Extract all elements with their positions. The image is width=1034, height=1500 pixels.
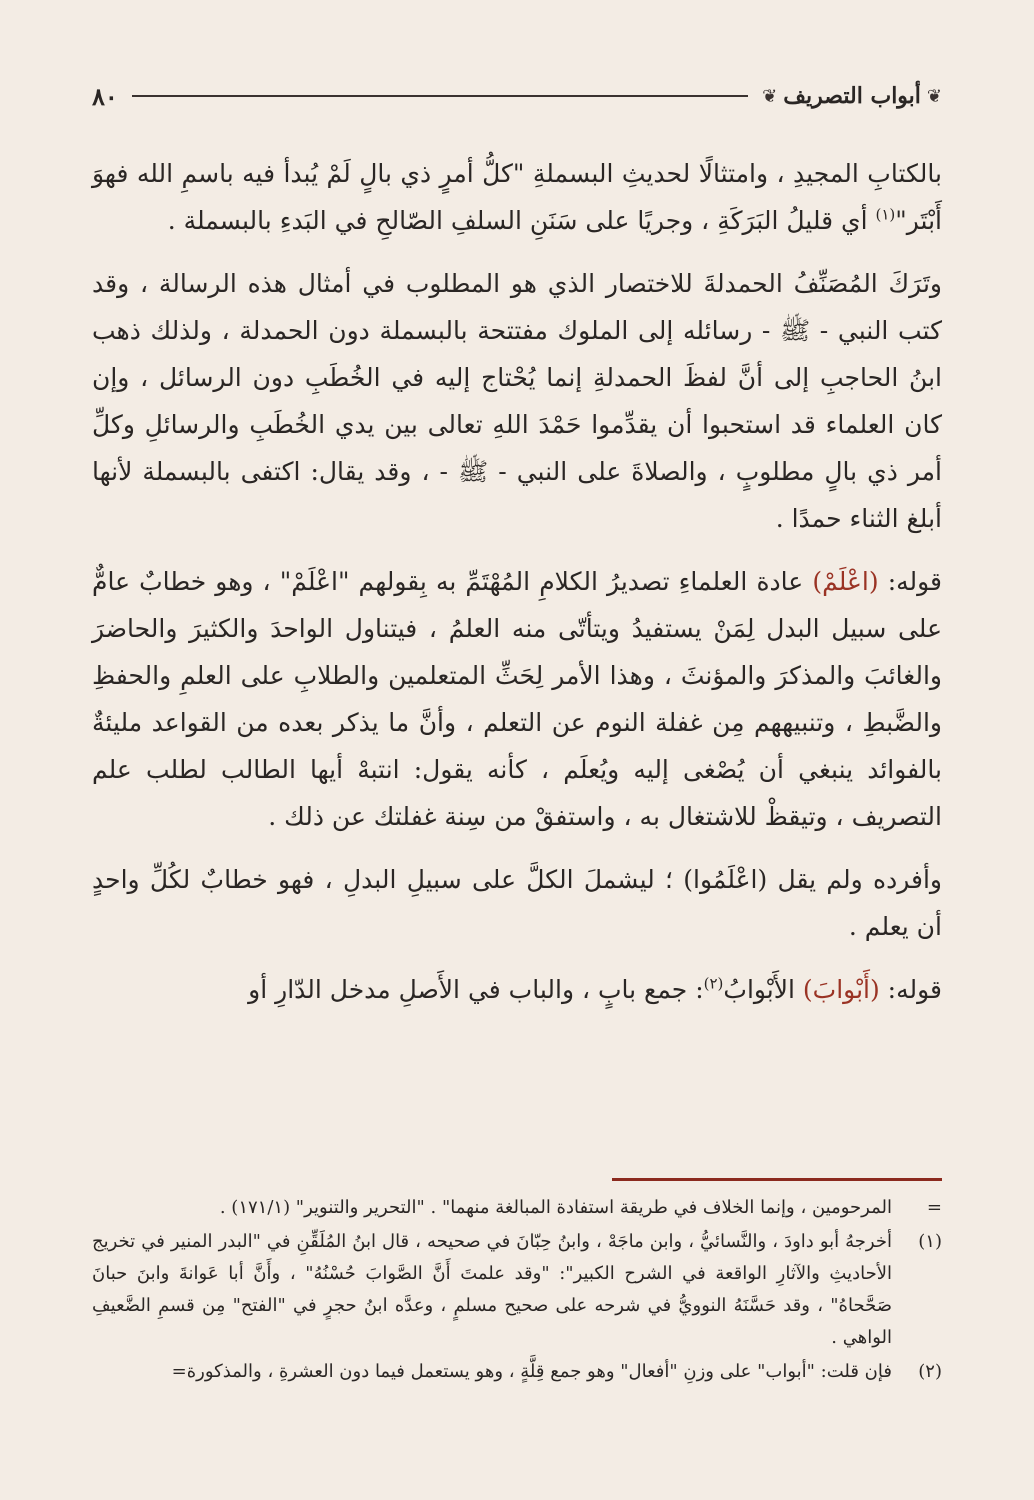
footnote-ref-1[interactable]: (١) [875,205,896,224]
running-head [92,78,942,114]
paragraph-3-text: عادة العلماءِ تصديرُ الكلامِ المُهْتَمِّ به بِقولهم "اعْلَمْ" ، وهو خطابٌ عامٌّ على سبيل البدل لِمَنْ يستفيدُ ويتأتّى منه العلمُ ، فيتناول الواحدَ والكثيرَ والحاضرَ والغائبَ والمذكرَ والمؤنثَ ، وهذا الأمر لِحَثِّ المتعلمين والطلابِ على العلمِ والحفظِ والضَّبطِ ، وتنبيههم مِن غفلة النوم عن التعلم ، وأنَّ ما يذكر بعده من القواعد مليئةٌ بالفوائد ينبغي أن يُصْغى إليه ويُعلَم ، كأنه يقول: انتبهْ أيها الطالب لطلب علم التصريف ، وتيقظْ للاشتغال به ، واستفقْ من سِنة غفلتك عن ذلك . [92,567,942,831]
running-title-group [762,83,942,109]
footnote-text: فإن قلت: "أبواب" على وزنِ "أفعال" وهو جمع قِلَّةٍ ، وهو يستعمل فيما دون العشرةِ ، والمذكورة= [171,1361,892,1382]
paragraph-5-lead: قوله: [879,975,942,1004]
footnotes [92,1192,942,1390]
page-number: ٨٠ [92,81,118,111]
footnote-number: (٢) [918,1361,942,1382]
keyword-iʿlam: (اعْلَمْ) [812,567,879,596]
paragraph-3 [92,558,942,840]
paragraph-5 [92,966,942,1013]
footnote-continued [92,1192,942,1224]
footnote-1 [92,1226,942,1354]
paragraph-1-text-b: أي قليلُ البَرَكَةِ ، وجريًا على سَنَنِ السلفِ الصّالحِ في البَدءِ بالبسملة . [167,206,876,235]
footnote-text: المرحومين ، وإنما الخلاف في طريقة استفادة المبالغة منهما" . "التحرير والتنوير" (١٧١/١) . [219,1197,892,1218]
paragraph-4: وأفرده ولم يقل (اعْلَمُوا) ؛ ليشملَ الكلَّ على سبيلِ البدلِ ، فهو خطابٌ لكُلِّ واحدٍ أن يعلم . [92,865,942,941]
keyword-abwab: (أَبْوابَ) [802,975,880,1004]
footnote-ref-2[interactable]: (٢) [703,974,724,993]
ornament-right-icon: ❦ [926,85,942,107]
paragraph-2: وتَرَكَ المُصَنِّفُ الحمدلةَ للاختصار الذي هو المطلوب في أمثال هذه الرسالة ، وقد كتب النبي - ﷺ - رسائله إلى الملوك مفتتحة بالبسملة دون الحمدلة ، ولذلك ذهب ابنُ الحاجبِ إلى أنَّ لفظَ الحمدلةِ إنما يُحْتاج إليه في الخُطَبِ دون الرسائل ، وإن كان العلماء قد استحبوا أن يقدِّموا حَمْدَ اللهِ تعالى بين يدي الخُطَبِ والرسائلِ وكلِّ أمر ذي بالٍ مطلوبٍ ، والصلاةَ على النبي - ﷺ - ، وقد يقال: اكتفى بالبسملة لأنها أبلغ الثناء حمدًا . [92,269,942,533]
main-text [92,150,942,1029]
paragraph-5-text: : جمع بابٍ ، والباب في الأَصلِ مدخل الدّارِ أو [248,975,704,1004]
footnote-number: (١) [918,1231,942,1252]
running-title: أبواب التصريف [783,83,921,109]
paragraph-5-mid: الأَبْوابُ [723,975,803,1004]
paragraph-1-text: بالكتابِ المجيدِ ، وامتثالًا لحديثِ البسملةِ "كلُّ أمرٍ ذي بالٍ لَمْ يُبدأ فيه باسمِ الله فهوَ أَبْتَر" [92,159,942,235]
paragraph-3-lead: قوله: [878,567,943,596]
footnote-number: = [926,1197,942,1218]
paragraph-1 [92,150,942,244]
footnote-2 [92,1356,942,1388]
footnote-separator [612,1178,942,1181]
footnote-text: أخرجهُ أبو داودَ ، والنَّسائيُّ ، وابن ماجَهْ ، وابنُ حِبّانَ في صحيحه ، قال ابنُ المُلَقِّنِ في "البدر المنير في تخريج الأحاديثِ والآثارِ الواقعة في الشرح الكبير": "وقد علمتَ أَنَّ الصَّوابَ حُسْنُهُ" ، وأَنَّ أبا عَوانةَ وابنَ حبانَ صَحَّحاهُ" ، وقد حَسَّنَهُ النوويُّ في شرحه على صحيح مسلمٍ ، وعدَّه ابنُ حجرٍ في "الفتح" مِن قسمِ الضَّعيفِ الواهي . [92,1231,892,1348]
ornament-left-icon: ❦ [762,85,778,107]
header-rule [132,95,748,97]
